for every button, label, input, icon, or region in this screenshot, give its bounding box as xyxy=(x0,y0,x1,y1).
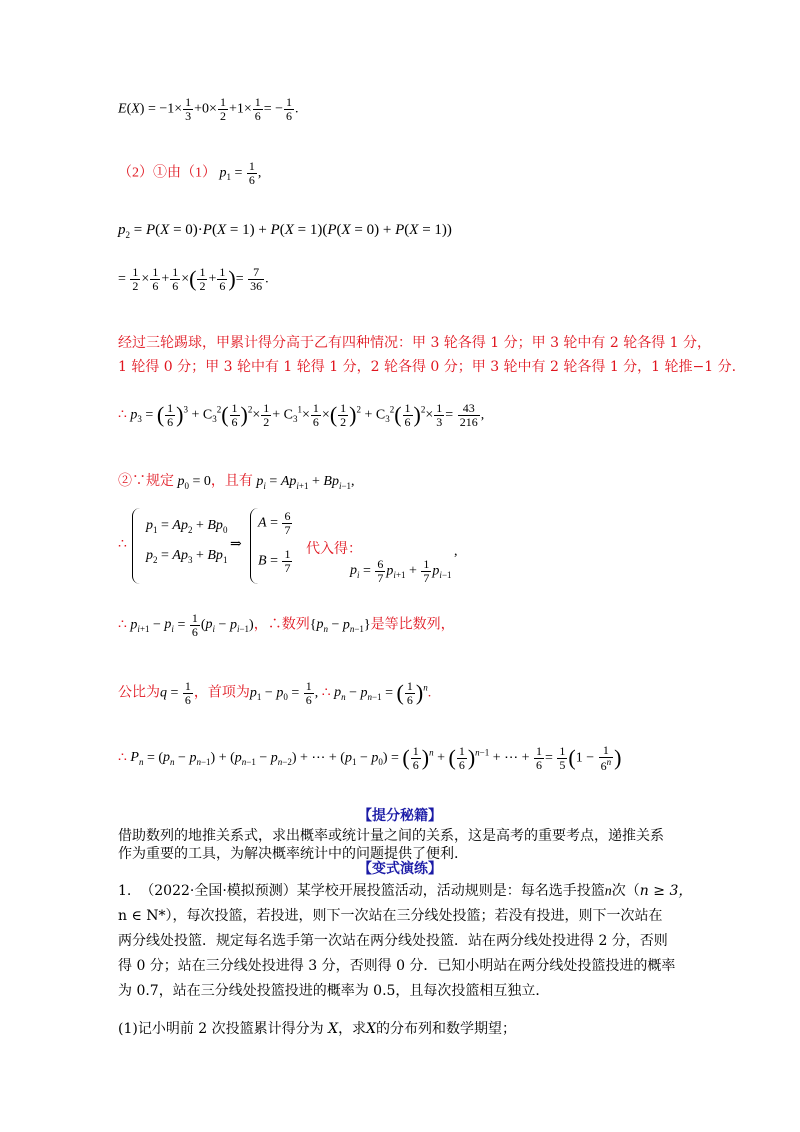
ratio-line: 公比为q = $\frac{1}{6}$ ，首项为$p_1 - p_0$ = $\frac{1}{6}$ , ∴ $p_n - p_{n-1}$ = ( $\frac{1}{6}$ )$^n$. xyxy=(118,679,432,707)
problem-text-1c: n ≥ 3， xyxy=(639,883,693,899)
problem-source: （2022·全国·模拟预测） xyxy=(140,883,297,899)
shulie-text: ，∴数列 xyxy=(253,617,310,633)
p2-equation-line2: = $\frac{1}{2}$ × $\frac{1}{6}$ + $\frac{1}{6}$ ×( $\frac{1}{2}$ + $\frac{1}{6}$ )= $\frac{7}{36}$ . xyxy=(118,265,269,293)
part2-prefix: （2）①由（1） xyxy=(118,165,216,181)
problem-line-1: 1. （2022·全国·模拟预测）某学校开展投篮活动，活动规则是：每名选手投篮n次（n ≥ 3， xyxy=(118,883,693,899)
expectation-equation: E(X) = −1× $\frac{1}{3}$ +0× $\frac{1}{2}$ +1× $\frac{1}{6}$ = − $\frac{1}{6}$ . xyxy=(118,95,299,123)
problem-line-4: 得 0 分；站在三分线处投进得 3 分，否则得 0 分．已知小明站在两分线处投篮投进的概率 xyxy=(118,958,676,974)
substitute-label: 代入得： xyxy=(306,542,362,557)
first-term-label: ，首项为 xyxy=(193,685,250,701)
part2-start: （2）①由（1） $p_1$ = $\frac{1}{6}$ , xyxy=(118,159,262,187)
part2-2-prefix: ②∵规定 xyxy=(118,474,174,489)
problem-line-2: n ∈ N*），每次投篮，若投进，则下一次站在三分线处投篮；若没有投进，则下一次站在 xyxy=(118,908,663,924)
tips-title: 【提分秘籍】 xyxy=(358,808,442,824)
pn-sum-equation: ∴ $P_n = (p_n - p_{n-1}) + (p_{n-1} - p_{n-2})$ + ⋯ + $(p_1 - p_0)$ = ( $\frac{1}{6}$ )$^n$ + ( $\frac{1}{6}$ )$^{n-1}$ + ⋯ + $\frac{1}{6}$ = $\frac{1}{5}$ (1 − $\frac{1}{6^n}$ ) xyxy=(118,743,622,773)
problem-line-5: 为 0.7，站在三分线处投篮投进的概率为 0.5，且每次投篮相互独立． xyxy=(118,983,550,999)
part2-2-rule: ②∵规定 $p_0 = 0$，且有 $p_i = Ap_{i+1} + Bp_{i-1}$, xyxy=(118,474,355,491)
recurrence-difference: ∴ $p_{i+1} - p_i$ = $\frac{1}{6}$ $(p_i - p_{i-1})$，∴数列$\{p_n - p_{n-1}\}$是等比数列， xyxy=(118,611,455,639)
explanation-line-1: 经过三轮踢球，甲累计得分高于乙有四种情况：甲 3 轮各得 1 分；甲 3 轮中有 2 轮各得 1 分， xyxy=(118,335,712,351)
problem-line-3: 两分线处投篮．规定每名选手第一次站在两分线处投篮．站在两分线处投进得 2 分，否则 xyxy=(118,933,668,949)
geometric-text: 是等比数列， xyxy=(370,617,455,633)
question-1-a: (1)记小明前 2 次投篮累计得分为 xyxy=(118,1021,324,1037)
problem-text-1: 某学校开展投篮活动，活动规则是：每名选手投篮 xyxy=(296,883,605,899)
p3-equation: ∴ $p_3$ = ( $\frac{1}{6}$ )$^3 + C_3^2$( $\frac{1}{6}$ )$^2$× $\frac{1}{2}$ + $C_3^1\times$ $\frac{1}{6}$ ×( $\frac{1}{2}$ )$^2 + C_3^2$( $\frac{1}{6}$ )$^2$× $\frac{1}{3}$ = $\frac{43}{216}$ , xyxy=(118,401,485,429)
tips-text-1: 借助数列的地推关系式，求出概率或统计量之间的关系，这是高考的重要考点，递推关系 xyxy=(118,828,664,844)
part2-2-mid: ，且有 xyxy=(210,474,253,489)
ratio-label: 公比为 xyxy=(118,685,160,701)
tips-text-2: 作为重要的工具，为解决概率统计中的问题提供了便利. xyxy=(118,846,459,862)
question-1-b: ，求 xyxy=(338,1021,367,1037)
problem-number: 1. xyxy=(118,883,132,899)
p2-equation-line1: $p_2 = P(X = 0)\cdot P(X = 1) + P(X = 1)(P(X = 0) + P(X = 1))$ xyxy=(118,222,452,240)
practice-title: 【变式演练】 xyxy=(358,861,442,877)
problem-text-1b: 次（ xyxy=(611,883,640,899)
question-1: (1)记小明前 2 次投篮累计得分为 X，求X的分布列和数学期望； xyxy=(118,1021,517,1037)
explanation-line-2: 1 轮得 0 分；甲 3 轮中有 1 轮得 1 分，2 轮各得 0 分；甲 3 轮中有 2 轮各得 1 分，1 轮推−1 分. xyxy=(118,359,737,375)
question-1-c: 的分布列和数学期望； xyxy=(376,1021,517,1037)
